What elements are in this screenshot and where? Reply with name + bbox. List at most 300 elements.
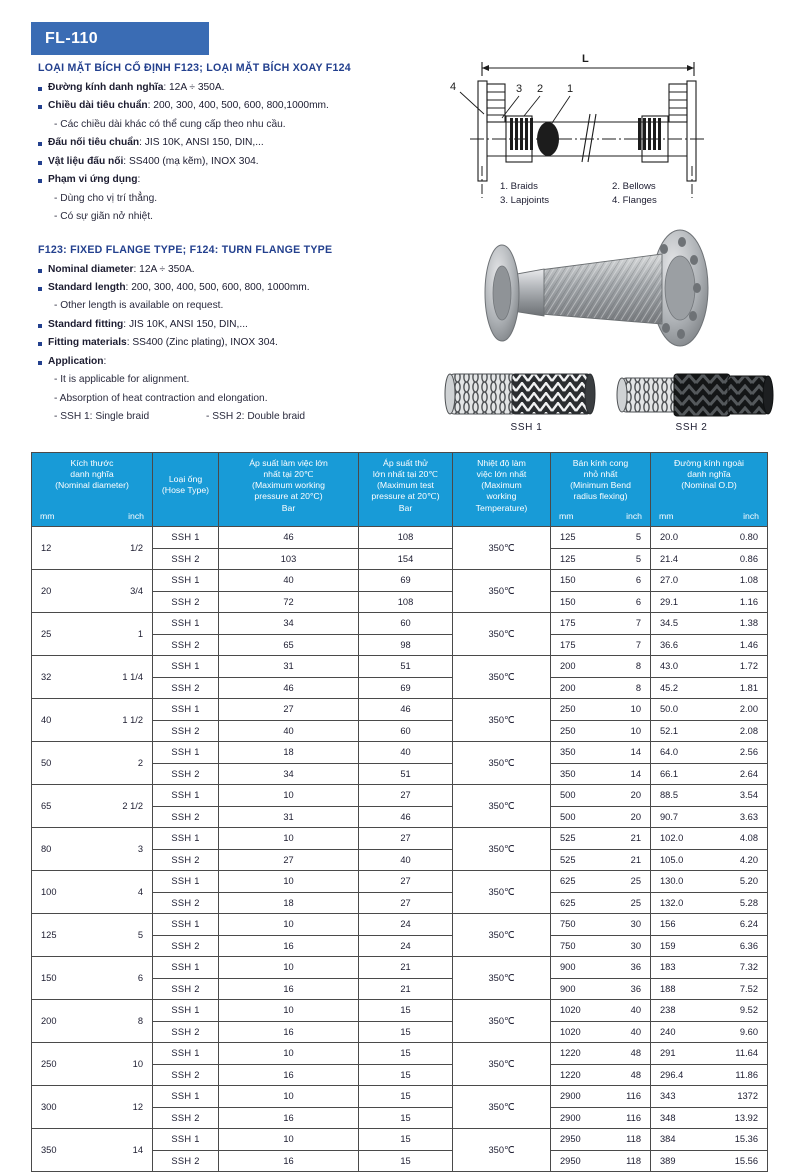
spec-label: Fitting materials xyxy=(48,337,127,349)
cell-test-pressure: 60 xyxy=(359,613,453,635)
cell-hose-type: SSH 2 xyxy=(153,677,219,699)
product-photo-svg xyxy=(444,224,774,360)
cell-max-temperature: 350℃ xyxy=(453,742,551,785)
value-nominal-mm: 20 xyxy=(41,586,52,596)
braid-type-captions xyxy=(444,422,774,433)
col-max-working-pressure xyxy=(219,453,359,527)
value-nominal-inch: 3/4 xyxy=(130,586,143,596)
spec-subnote-en-braids xyxy=(54,411,430,423)
bullet-square-icon xyxy=(38,269,42,273)
cell-hose-type: SSH 1 xyxy=(153,1000,219,1022)
table-row xyxy=(32,1043,768,1065)
cell-test-pressure: 40 xyxy=(359,742,453,764)
value-nominal-mm: 100 xyxy=(41,887,57,897)
value-nominal-mm: 350 xyxy=(41,1145,57,1155)
cell-hose-type: SSH 1 xyxy=(153,1043,219,1065)
value-nominal-inch: 1 1/4 xyxy=(122,672,143,682)
cell-hose-type: SSH 1 xyxy=(153,871,219,893)
value-nominal-inch: 8 xyxy=(137,1016,143,1026)
cell-hose-type: SSH 2 xyxy=(153,978,219,1000)
bullet-square-icon xyxy=(38,105,42,109)
cell-outer-diameter: 348 13.92 xyxy=(651,1107,768,1129)
cell-test-pressure: 21 xyxy=(359,978,453,1000)
col-line: radius flexing) xyxy=(573,491,628,502)
legend-row xyxy=(500,180,750,194)
cell-working-pressure: 46 xyxy=(219,527,359,549)
col-line: nhỏ nhất xyxy=(583,469,618,480)
cell-working-pressure: 31 xyxy=(219,656,359,678)
cell-bend-radius: 1220 48 xyxy=(551,1064,651,1086)
cell-bend-radius: 250 10 xyxy=(551,699,651,721)
cell-bend-radius: 175 7 xyxy=(551,634,651,656)
cell-test-pressure: 15 xyxy=(359,1150,453,1172)
table-row xyxy=(32,699,768,721)
col-line: Loại ống xyxy=(168,474,203,484)
value-nominal-inch: 1 1/2 xyxy=(122,715,143,725)
subcol-inch: inch xyxy=(626,510,642,521)
cell-test-pressure: 24 xyxy=(359,935,453,957)
cell-test-pressure: 15 xyxy=(359,1043,453,1065)
cell-nominal-diameter xyxy=(32,1086,153,1129)
cell-test-pressure: 27 xyxy=(359,871,453,893)
spec-subnote-vi-app-2: - Có sự giãn nở nhiệt. xyxy=(54,211,154,223)
cell-max-temperature: 350℃ xyxy=(453,1129,551,1172)
cell-bend-radius: 525 21 xyxy=(551,828,651,850)
cell-bend-radius: 500 20 xyxy=(551,806,651,828)
cell-test-pressure: 15 xyxy=(359,1000,453,1022)
col-nominal-od xyxy=(651,453,768,527)
col-line: working xyxy=(486,491,517,502)
cell-outer-diameter: 188 7.52 xyxy=(651,978,768,1000)
cell-bend-radius: 500 20 xyxy=(551,785,651,807)
col-line: Kích thước xyxy=(70,458,114,468)
cell-bend-radius: 200 8 xyxy=(551,677,651,699)
cell-hose-type: SSH 2 xyxy=(153,591,219,613)
spec-value: : 200, 300, 400, 500, 600, 800, 1000mm. xyxy=(125,281,310,293)
spec-value: : xyxy=(137,174,141,186)
cell-outer-diameter: 384 15.36 xyxy=(651,1129,768,1151)
legend-item-bellows: 2. Bellows xyxy=(612,181,656,192)
cell-working-pressure: 34 xyxy=(219,763,359,785)
cell-bend-radius: 625 25 xyxy=(551,871,651,893)
cell-nominal-diameter xyxy=(32,699,153,742)
col-line: (Maximum test xyxy=(377,480,434,491)
cell-working-pressure: 10 xyxy=(219,957,359,979)
cell-bend-radius: 150 6 xyxy=(551,570,651,592)
cell-hose-type: SSH 1 xyxy=(153,613,219,635)
cell-outer-diameter: 27.0 1.08 xyxy=(651,570,768,592)
cell-hose-type: SSH 2 xyxy=(153,634,219,656)
col-line: (Nominal O.D) xyxy=(681,480,737,491)
cell-bend-radius: 900 36 xyxy=(551,957,651,979)
cell-test-pressure: 27 xyxy=(359,892,453,914)
cell-hose-type: SSH 2 xyxy=(153,892,219,914)
english-section-heading: F123: FIXED FLANGE TYPE; F124: TURN FLANGE TYPE xyxy=(38,243,333,256)
table-row xyxy=(32,527,768,549)
bullet-square-icon xyxy=(38,361,42,365)
spec-label: Vật liệu đấu nối xyxy=(48,155,124,167)
cell-nominal-diameter xyxy=(32,957,153,1000)
spec-label: Standard fitting xyxy=(48,318,124,330)
cell-working-pressure: 10 xyxy=(219,871,359,893)
col-unit-bar: Bar xyxy=(281,502,296,513)
cell-bend-radius: 2900 116 xyxy=(551,1086,651,1108)
cell-hose-type: SSH 1 xyxy=(153,527,219,549)
spec-subnote-vi-app-1: - Dùng cho vị trí thẳng. xyxy=(54,192,158,204)
value-nominal-mm: 32 xyxy=(41,672,52,682)
ssh1-caption: SSH 1 xyxy=(510,422,543,433)
cell-max-temperature: 350℃ xyxy=(453,613,551,656)
cell-outer-diameter: 52.1 2.08 xyxy=(651,720,768,742)
braid-single-label: - SSH 1: Single braid xyxy=(54,411,150,422)
cell-working-pressure: 16 xyxy=(219,935,359,957)
col-line: danh nghĩa xyxy=(687,469,731,480)
col-line: Bán kính cong xyxy=(572,458,629,468)
bullet-square-icon xyxy=(38,342,42,346)
cell-outer-diameter: 20.0 0.80 xyxy=(651,527,768,549)
cell-max-temperature: 350℃ xyxy=(453,1043,551,1086)
cell-working-pressure: 40 xyxy=(219,570,359,592)
value-nominal-inch: 2 1/2 xyxy=(122,801,143,811)
table-head xyxy=(32,453,768,527)
cell-outer-diameter: 240 9.60 xyxy=(651,1021,768,1043)
page-code-label: FL-110 xyxy=(45,29,99,47)
cell-hose-type: SSH 2 xyxy=(153,806,219,828)
bullet-square-icon xyxy=(38,179,42,183)
value-nominal-inch: 1 xyxy=(137,629,143,639)
spec-label: Chiều dài tiêu chuẩn xyxy=(48,100,148,112)
cell-working-pressure: 16 xyxy=(219,978,359,1000)
table-row xyxy=(32,1129,768,1151)
col-min-bend-radius xyxy=(551,453,651,527)
spec-value: : 200, 300, 400, 500, 600, 800,1000mm. xyxy=(147,100,329,112)
cell-test-pressure: 15 xyxy=(359,1086,453,1108)
cell-outer-diameter: 34.5 1.38 xyxy=(651,613,768,635)
cell-nominal-diameter xyxy=(32,871,153,914)
cell-working-pressure: 16 xyxy=(219,1064,359,1086)
cell-test-pressure: 21 xyxy=(359,957,453,979)
spec-value: : JIS 10K, ANSI 150, DIN,... xyxy=(123,318,248,330)
cell-test-pressure: 15 xyxy=(359,1107,453,1129)
cell-outer-diameter: 343 1372 xyxy=(651,1086,768,1108)
cell-test-pressure: 15 xyxy=(359,1064,453,1086)
cell-test-pressure: 15 xyxy=(359,1129,453,1151)
cell-working-pressure: 27 xyxy=(219,699,359,721)
col-line: lớn nhất tại 20℃ xyxy=(372,469,439,480)
cell-bend-radius: 350 14 xyxy=(551,763,651,785)
spec-item-vi-fitting-material xyxy=(38,156,430,168)
cell-max-temperature: 350℃ xyxy=(453,957,551,1000)
cell-bend-radius: 1020 40 xyxy=(551,1000,651,1022)
col-max-working-temperature xyxy=(453,453,551,527)
cell-outer-diameter: 183 7.32 xyxy=(651,957,768,979)
cell-hose-type: SSH 1 xyxy=(153,1129,219,1151)
cell-outer-diameter: 29.1 1.16 xyxy=(651,591,768,613)
cell-max-temperature: 350℃ xyxy=(453,871,551,914)
table-row xyxy=(32,656,768,678)
value-nominal-inch: 4 xyxy=(137,887,143,897)
cell-max-temperature: 350℃ xyxy=(453,570,551,613)
cell-nominal-diameter xyxy=(32,742,153,785)
col-line: (Nominal diameter) xyxy=(55,480,129,491)
spec-item-vi-standard-length xyxy=(38,100,430,112)
spec-item-vi-nominal-diameter xyxy=(38,82,430,94)
cell-nominal-diameter xyxy=(32,1000,153,1043)
value-nominal-inch: 12 xyxy=(132,1102,143,1112)
cell-nominal-diameter xyxy=(32,1129,153,1172)
cell-max-temperature: 350℃ xyxy=(453,828,551,871)
cell-hose-type: SSH 2 xyxy=(153,1064,219,1086)
col-line: (Minimum Bend xyxy=(570,480,631,491)
cell-hose-type: SSH 1 xyxy=(153,742,219,764)
subcol-inch: inch xyxy=(128,510,144,521)
spec-item-vi-standard-fitting xyxy=(38,137,430,149)
spec-value: : SS400 (Zinc plating), INOX 304. xyxy=(126,337,278,349)
table-row xyxy=(32,742,768,764)
cell-test-pressure: 108 xyxy=(359,527,453,549)
cell-working-pressure: 46 xyxy=(219,677,359,699)
cell-outer-diameter: 130.0 5.20 xyxy=(651,871,768,893)
cell-hose-type: SSH 2 xyxy=(153,849,219,871)
cell-working-pressure: 34 xyxy=(219,613,359,635)
col-line: Đường kính ngoài xyxy=(674,458,744,468)
braid-double-label: - SSH 2: Double braid xyxy=(206,411,306,422)
value-nominal-mm: 125 xyxy=(41,930,57,940)
cell-working-pressure: 16 xyxy=(219,1150,359,1172)
cell-bend-radius: 1220 48 xyxy=(551,1043,651,1065)
cell-bend-radius: 2900 116 xyxy=(551,1107,651,1129)
value-nominal-mm: 250 xyxy=(41,1059,57,1069)
cell-outer-diameter: 88.5 3.54 xyxy=(651,785,768,807)
cell-outer-diameter: 90.7 3.63 xyxy=(651,806,768,828)
cell-bend-radius: 2950 118 xyxy=(551,1150,651,1172)
cell-hose-type: SSH 1 xyxy=(153,656,219,678)
col-line: pressure at 20°C) xyxy=(254,491,323,502)
cell-working-pressure: 10 xyxy=(219,828,359,850)
cell-outer-diameter: 50.0 2.00 xyxy=(651,699,768,721)
cell-test-pressure: 69 xyxy=(359,677,453,699)
value-nominal-mm: 50 xyxy=(41,758,52,768)
cell-nominal-diameter xyxy=(32,785,153,828)
page-code-banner xyxy=(31,22,209,55)
cell-hose-type: SSH 2 xyxy=(153,548,219,570)
legend-row xyxy=(500,194,750,208)
cell-hose-type: SSH 2 xyxy=(153,720,219,742)
cell-working-pressure: 27 xyxy=(219,849,359,871)
spec-label: Phạm vi ứng dụng xyxy=(48,174,138,186)
callout-1: 1 xyxy=(567,83,574,95)
cell-working-pressure: 40 xyxy=(219,720,359,742)
value-nominal-mm: 40 xyxy=(41,715,52,725)
cell-test-pressure: 154 xyxy=(359,548,453,570)
section-divider-space xyxy=(38,230,430,244)
cell-working-pressure: 65 xyxy=(219,634,359,656)
cell-outer-diameter: 21.4 0.86 xyxy=(651,548,768,570)
cell-working-pressure: 10 xyxy=(219,785,359,807)
value-nominal-inch: 3 xyxy=(137,844,143,854)
value-nominal-inch: 14 xyxy=(132,1145,143,1155)
spec-item-en-standard-length xyxy=(38,282,430,294)
value-nominal-inch: 6 xyxy=(137,973,143,983)
cell-working-pressure: 10 xyxy=(219,1043,359,1065)
callout-2: 2 xyxy=(537,83,544,95)
bullet-square-icon xyxy=(38,142,42,146)
cell-working-pressure: 10 xyxy=(219,914,359,936)
cell-hose-type: SSH 2 xyxy=(153,935,219,957)
cell-nominal-diameter xyxy=(32,828,153,871)
cell-bend-radius: 525 21 xyxy=(551,849,651,871)
value-nominal-inch: 2 xyxy=(137,758,143,768)
specification-table xyxy=(31,452,768,1172)
cell-outer-diameter: 64.0 2.56 xyxy=(651,742,768,764)
spec-value: : 12A ÷ 350A. xyxy=(133,263,195,275)
cell-bend-radius: 625 25 xyxy=(551,892,651,914)
value-nominal-mm: 25 xyxy=(41,629,52,639)
cell-outer-diameter: 132.0 5.28 xyxy=(651,892,768,914)
value-nominal-mm: 300 xyxy=(41,1102,57,1112)
cell-hose-type: SSH 1 xyxy=(153,957,219,979)
cell-outer-diameter: 238 9.52 xyxy=(651,1000,768,1022)
subcol-mm: mm xyxy=(559,510,574,521)
spec-value: : 12A ÷ 350A. xyxy=(163,82,225,93)
cell-outer-diameter: 291 11.64 xyxy=(651,1043,768,1065)
cell-bend-radius: 125 5 xyxy=(551,527,651,549)
cell-max-temperature: 350℃ xyxy=(453,656,551,699)
cell-max-temperature: 350℃ xyxy=(453,1086,551,1129)
spec-subnote-en-app-1: - It is applicable for alignment. xyxy=(54,374,190,386)
table-row xyxy=(32,570,768,592)
spec-label: Đấu nối tiêu chuẩn xyxy=(48,137,140,149)
bullet-square-icon xyxy=(38,87,42,91)
table-row xyxy=(32,871,768,893)
table-row xyxy=(32,1086,768,1108)
spec-value: : JIS 10K, ANSI 150, DIN,... xyxy=(139,137,264,149)
callout-3: 3 xyxy=(516,83,523,95)
cell-test-pressure: 46 xyxy=(359,806,453,828)
cell-bend-radius: 350 14 xyxy=(551,742,651,764)
col-line: (Hose Type) xyxy=(161,485,210,496)
cell-test-pressure: 24 xyxy=(359,914,453,936)
cell-test-pressure: 69 xyxy=(359,570,453,592)
subcol-inch: inch xyxy=(743,510,759,521)
spec-label: Đường kính danh nghĩa xyxy=(48,82,164,93)
product-photo xyxy=(444,224,774,360)
spec-item-vi-application xyxy=(38,174,430,186)
cell-test-pressure: 46 xyxy=(359,699,453,721)
table-row xyxy=(32,1000,768,1022)
col-line: nhất tại 20℃ xyxy=(263,469,314,480)
cell-working-pressure: 18 xyxy=(219,892,359,914)
spec-item-en-nominal-diameter xyxy=(38,264,430,276)
cell-working-pressure: 10 xyxy=(219,1000,359,1022)
cell-outer-diameter: 156 6.24 xyxy=(651,914,768,936)
col-hose-type xyxy=(153,453,219,527)
cell-test-pressure: 40 xyxy=(359,849,453,871)
cell-bend-radius: 150 6 xyxy=(551,591,651,613)
bullet-square-icon xyxy=(38,287,42,291)
ssh2-caption: SSH 2 xyxy=(675,422,708,433)
cell-hose-type: SSH 2 xyxy=(153,1150,219,1172)
cell-outer-diameter: 45.2 1.81 xyxy=(651,677,768,699)
cell-bend-radius: 200 8 xyxy=(551,656,651,678)
cell-nominal-diameter xyxy=(32,656,153,699)
cell-working-pressure: 18 xyxy=(219,742,359,764)
col-unit-bar: Bar xyxy=(398,502,413,513)
vietnamese-section-heading: LOẠI MẶT BÍCH CỐ ĐỊNH F123; LOẠI MẶT BÍCH XOAY F124 xyxy=(38,62,351,74)
legend-item-braids: 1. Braids xyxy=(500,181,538,192)
subcol-mm: mm xyxy=(659,510,674,521)
subcol-mm: mm xyxy=(40,510,55,521)
cell-hose-type: SSH 1 xyxy=(153,1086,219,1108)
cell-test-pressure: 60 xyxy=(359,720,453,742)
value-nominal-inch: 10 xyxy=(132,1059,143,1069)
cell-outer-diameter: 296.4 11.86 xyxy=(651,1064,768,1086)
cell-outer-diameter: 159 6.36 xyxy=(651,935,768,957)
cell-outer-diameter: 389 15.56 xyxy=(651,1150,768,1172)
value-nominal-mm: 65 xyxy=(41,801,52,811)
cell-hose-type: SSH 2 xyxy=(153,1021,219,1043)
spec-label: Standard length xyxy=(48,281,126,293)
spec-label: Nominal diameter xyxy=(48,263,134,275)
spec-item-en-fitting-materials xyxy=(38,337,430,349)
cell-max-temperature: 350℃ xyxy=(453,527,551,570)
cell-bend-radius: 900 36 xyxy=(551,978,651,1000)
legend-item-lapjoints: 3. Lapjoints xyxy=(500,194,550,206)
value-nominal-inch: 1/2 xyxy=(130,543,143,553)
cell-working-pressure: 16 xyxy=(219,1107,359,1129)
cell-test-pressure: 27 xyxy=(359,828,453,850)
cell-bend-radius: 125 5 xyxy=(551,548,651,570)
cell-outer-diameter: 102.0 4.08 xyxy=(651,828,768,850)
col-line: Áp suất làm việc lớn xyxy=(249,458,328,468)
spec-value: : xyxy=(103,355,107,367)
cell-test-pressure: 51 xyxy=(359,656,453,678)
table-row xyxy=(32,613,768,635)
cell-test-pressure: 51 xyxy=(359,763,453,785)
cell-working-pressure: 10 xyxy=(219,1086,359,1108)
table-row xyxy=(32,914,768,936)
spec-label: Application xyxy=(48,355,104,367)
cell-hose-type: SSH 2 xyxy=(153,763,219,785)
col-line: Áp suất thử xyxy=(383,458,428,468)
cell-working-pressure: 72 xyxy=(219,591,359,613)
diagram-legend xyxy=(500,180,750,208)
cell-outer-diameter: 36.6 1.46 xyxy=(651,634,768,656)
table-row xyxy=(32,828,768,850)
cell-max-temperature: 350℃ xyxy=(453,914,551,957)
cell-test-pressure: 27 xyxy=(359,785,453,807)
cell-hose-type: SSH 1 xyxy=(153,699,219,721)
col-line: Temperature) xyxy=(475,502,528,513)
cell-nominal-diameter xyxy=(32,527,153,570)
table-row xyxy=(32,785,768,807)
cell-working-pressure: 10 xyxy=(219,1129,359,1151)
spec-subnote-en-length: - Other length is available on request. xyxy=(54,300,224,312)
value-nominal-mm: 12 xyxy=(41,543,52,553)
cell-max-temperature: 350℃ xyxy=(453,699,551,742)
cell-hose-type: SSH 1 xyxy=(153,785,219,807)
dimension-L-label: L xyxy=(582,53,589,65)
cell-hose-type: SSH 1 xyxy=(153,828,219,850)
col-line: danh nghĩa xyxy=(70,469,114,480)
bullet-square-icon xyxy=(38,324,42,328)
cell-outer-diameter: 105.0 4.20 xyxy=(651,849,768,871)
table-row xyxy=(32,957,768,979)
spec-item-en-standard-fitting xyxy=(38,319,430,331)
cell-max-temperature: 350℃ xyxy=(453,1000,551,1043)
cell-working-pressure: 16 xyxy=(219,1021,359,1043)
spec-subnote-en-app-2: - Absorption of heat contraction and elongation. xyxy=(54,392,268,404)
